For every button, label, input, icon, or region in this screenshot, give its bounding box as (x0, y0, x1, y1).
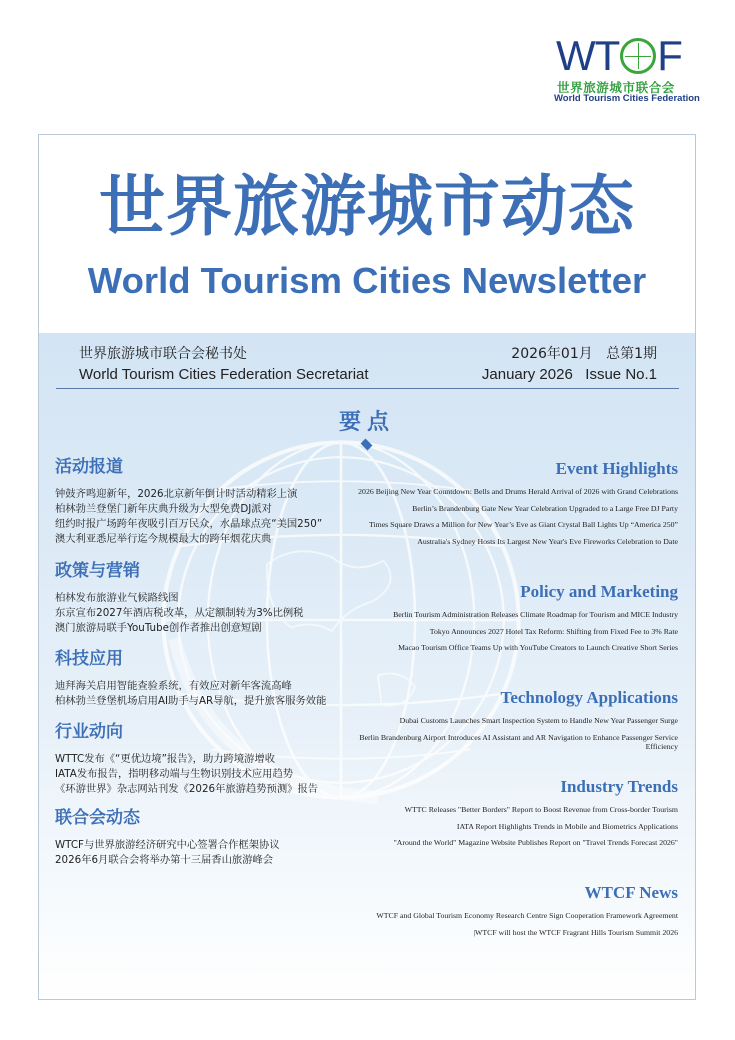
headline-link[interactable]: WTCF and Global Tourism Economy Research Centre Sign Cooperation Framework Agreement (376, 911, 678, 920)
headline-link[interactable]: 东京宣布2027年酒店税改革，从定额制转为3%比例税 (55, 607, 304, 619)
headline-link[interactable]: WTTC Releases "Better Borders" Report to Boost Revenue from Cross-border Tourism (404, 805, 678, 814)
headline-link[interactable]: 纽约时报广场跨年夜吸引百万民众，水晶球点亮“美国250” (55, 518, 323, 530)
section-title: Policy and Marketing (520, 582, 678, 601)
masthead-title-cn: 世界旅游城市动态 (99, 168, 635, 245)
wtcf-logo (553, 32, 703, 104)
headline-link[interactable]: 澳大利亚悉尼举行迄今规模最大的跨年烟花庆典 (55, 533, 272, 545)
headline-link[interactable]: WTCF与世界旅游经济研究中心签署合作框架协议 (55, 839, 280, 851)
headline-link[interactable]: 澳门旅游局联手YouTube创作者推出创意短剧 (55, 622, 262, 634)
headline-link[interactable]: Berlin Brandenburg Airport Introduces AI Assistant and AR Navigation to Enhance Passenger Service Efficiency (359, 732, 678, 751)
section-title: 联合会动态 (55, 808, 140, 828)
highlights-heading: 要点 (338, 410, 395, 435)
en-section-policy (338, 581, 678, 653)
headline-link[interactable]: Macao Tourism Office Teams Up with YouTube Creators to Launch Creative Short Series (398, 643, 678, 652)
section-title: 科技应用 (55, 649, 123, 669)
headline-link[interactable]: Australia's Sydney Hosts Its Largest New Year's Eve Fireworks Celebration to Date (417, 536, 678, 546)
headline-link[interactable]: Dubai Customs Launches Smart Inspection System to Handle New Year Passenger Surge (399, 716, 678, 725)
headline-link[interactable]: IATA发布报告，指明移动端与生物识别技术应用趋势 (55, 768, 294, 780)
cn-section-industry (55, 720, 318, 797)
logo-name-en: World Tourism Cities Federation (554, 93, 700, 104)
section-title: Industry Trends (560, 777, 678, 796)
en-section-technology (338, 687, 678, 752)
globe-icon (620, 38, 656, 74)
headline-link[interactable]: Tokyo Announces 2027 Hotel Tax Reform: Shifting from Fixed Fee to 3% Rate (429, 626, 678, 636)
cn-section-policy (55, 559, 303, 636)
en-section-wtcf-news (338, 882, 678, 937)
en-section-events (338, 458, 678, 546)
headline-link[interactable]: 迪拜海关启用智能查验系统，有效应对新年客流高峰 (55, 680, 292, 692)
headline-link[interactable]: IATA Report Highlights Trends in Mobile and Biometrics Applications (456, 821, 678, 831)
publisher-cn: 世界旅游城市联合会秘书处 (79, 346, 247, 362)
cn-section-events (55, 455, 322, 547)
headline-link[interactable]: 柏林发布旅游业气候路线图 (55, 592, 179, 604)
publisher-en: World Tourism Cities Federation Secretariat (79, 366, 369, 383)
headline-link[interactable]: |WTCF will host the WTCF Fragrant Hills Tourism Summit 2026 (473, 927, 678, 937)
logo-name-cn: 世界旅游城市联合会 (557, 80, 675, 95)
cn-section-wtcf-news (55, 806, 280, 868)
headline-link[interactable]: Berlin’s Brandenburg Gate New Year Celebration Upgraded to a Large Free DJ Party (412, 503, 678, 513)
headline-link[interactable]: WTTC发布《“更优边境”报告》，助力跨境游增收 (55, 753, 276, 765)
section-title: WTCF News (584, 883, 678, 902)
headline-link[interactable]: Times Square Draws a Million for New Year’s Eve as Giant Crystal Ball Lights Up “America 250” (368, 520, 678, 529)
section-title: 政策与营销 (55, 561, 140, 581)
en-section-industry (338, 776, 678, 848)
section-title: 行业动向 (55, 722, 123, 742)
logo-letters-wt: WT (556, 32, 620, 79)
cover-frame (38, 134, 696, 1000)
headline-link[interactable]: 2026年6月联合会将举办第十三届香山旅游峰会 (55, 854, 274, 866)
cn-section-technology (55, 647, 326, 709)
headline-link[interactable]: 钟鼓齐鸣迎新年，2026北京新年倒计时活动精彩上演 (55, 488, 298, 500)
logo-wordmark (556, 32, 682, 79)
headline-link[interactable]: 2026 Beijing New Year Countdown: Bells and Drums Herald Arrival of 2026 with Grand Celebrations (358, 487, 678, 496)
headline-link[interactable]: Berlin Tourism Administration Releases Climate Roadmap for Tourism and MICE Industry (393, 610, 678, 619)
masthead-title-en: World Tourism Cities Newsletter (87, 260, 647, 301)
section-title: 活动报道 (55, 457, 123, 477)
headline-link[interactable]: 柏林勃兰登堡门新年庆典升级为大型免费DJ派对 (55, 503, 272, 515)
issue-date-en: January 2026 Issue No.1 (481, 366, 657, 383)
headline-link[interactable]: 《环游世界》杂志网站刊发《2026年旅游趋势预测》报告 (55, 783, 319, 795)
headline-link[interactable]: "Around the World" Magazine Website Publishes Report on "Travel Trends Forecast 2026" (393, 838, 678, 847)
headline-link[interactable]: 柏林勃兰登堡机场启用AI助手与AR导航，提升旅客服务效能 (55, 695, 327, 707)
issue-date-cn: 2026年01月 总第1期 (511, 346, 657, 362)
header-divider (56, 388, 679, 389)
section-title: Technology Applications (500, 688, 678, 707)
section-title: Event Highlights (555, 459, 678, 478)
logo-letter-f: F (657, 32, 682, 79)
